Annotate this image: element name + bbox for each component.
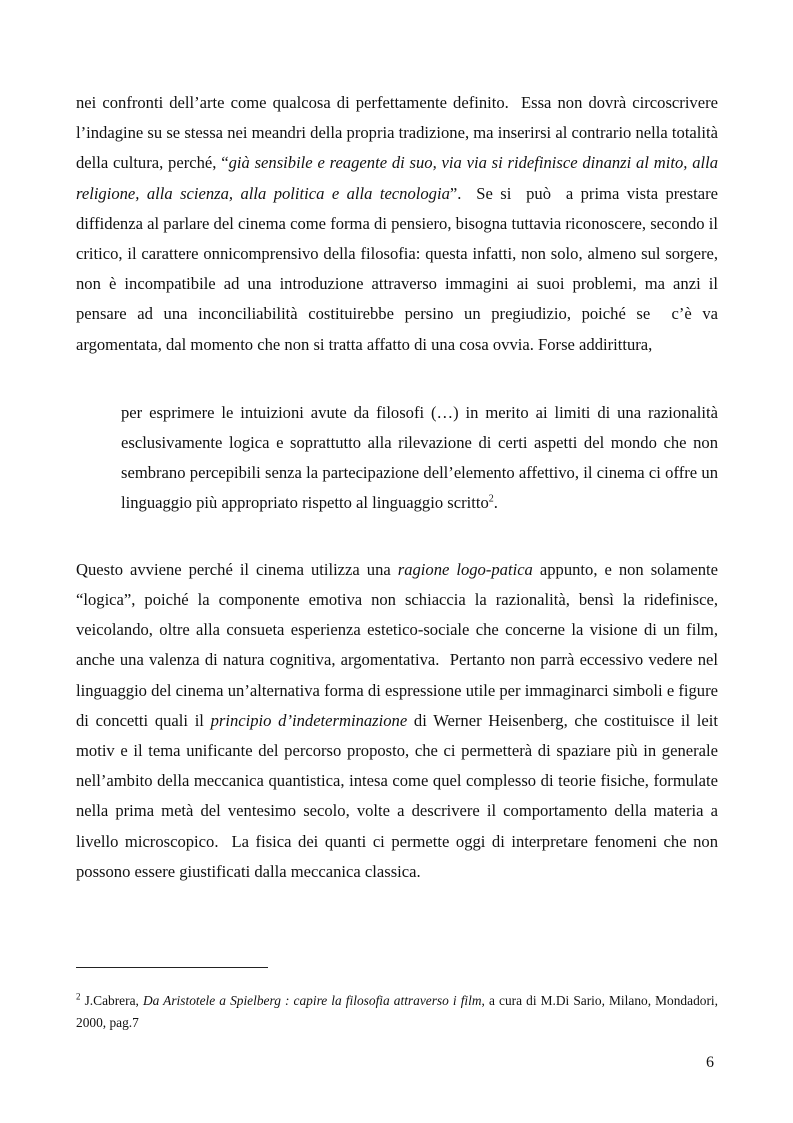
paragraph-2 [76,555,718,887]
page-number: 6 [706,1054,714,1071]
paragraph-2-text-c: di Werner Heisenberg, che costituisce il leit motiv e il tema unificante del percorso proposto, che ci permetterà di spaziare più in generale nell’ambito della meccanica quantistica, intesa come quel complesso di teorie fisiche, formulate nella prima metà del ventesimo secolo, volte a descrivere il comportamento della materia a livello microscopico. La fisica dei quanti ci permette oggi di interpretare fenomeni che non possono essere giustificati dalla meccanica classica. [76,710,718,881]
footnote-text-b: , a cura di M.Di Sario, Milano, Mondadori, 2000, pag.7 [76,993,718,1030]
paragraph-2-italic-b: principio d’indeterminazione [210,710,408,730]
footnote-number: 2 [76,991,81,1002]
footnote [76,990,718,1034]
footnote-text-a: J.Cabrera, [80,993,143,1008]
footnote-separator [76,967,268,968]
paragraph-1 [76,88,718,360]
paragraph-2-text-b: appunto, e non solamente “logica”, poiché la componente emotiva non schiaccia la razionalità, bensì la ridefinisce, veicolando, oltre alla consueta esperienza estetico-sociale che concerne la visione di un film, anche una valenza di natura cognitiva, argomentativa. Pertanto non parrà eccessivo vedere nel linguaggio del cinema un’alternativa forma di espressione utile per immaginarci simboli e figure di concetti quali il [76,559,718,730]
page-body [76,88,718,887]
paragraph-2-italic-a: ragione logo-patica [397,559,533,579]
footnote-title-italic: Da Aristotele a Spielberg : capire la filosofia attraverso i film [142,993,482,1008]
paragraph-1-text-b: ”. Se si può a prima vista prestare diffidenza al parlare del cinema come forma di pensiero, bisogna tuttavia riconoscere, secondo il critico, il carattere onnicomprensivo della filosofia: questa infatti, non solo, almeno sul sorgere, non è incompatibile ad una introduzione attraverso immagini ai suoi problemi, ma anzi il pensare ad una inconciliabilità costituirebbe persino un pregiudizio, poiché se c’è va argomentata, dal momento che non si tratta affatto di una cosa ovvia. Forse addirittura, [76,183,719,354]
paragraph-2-text-a: Questo avviene perché il cinema utilizza una [76,559,398,579]
footnote-reference[interactable]: 2 [488,493,494,505]
block-quote [121,398,718,518]
paragraph-1-quote-italic: già sensibile e reagente di suo, via via si ridefinisce dinanzi al mito, alla religione, alla scienza, alla politica e alla tecnologia [76,153,719,203]
block-quote-text: per esprimere le intuizioni avute da filosofi (…) in merito ai limiti di una razionalità esclusivamente logica e soprattutto alla rilevazione di certi aspetti del mondo che non sembrano percepibili senza la partecipazione dell’elemento affettivo, il cinema ci offre un linguaggio più appropriato rispetto al linguaggio scritto [121,402,718,512]
paragraph-1-text-a: nei confronti dell’arte come qualcosa di perfettamente definito. Essa non dovrà circoscrivere l’indagine su se stessa nei meandri della propria tradizione, ma inserirsi al contrario nella totalità della cultura, perché, “ [76,93,718,173]
block-quote-end: . [493,492,498,512]
